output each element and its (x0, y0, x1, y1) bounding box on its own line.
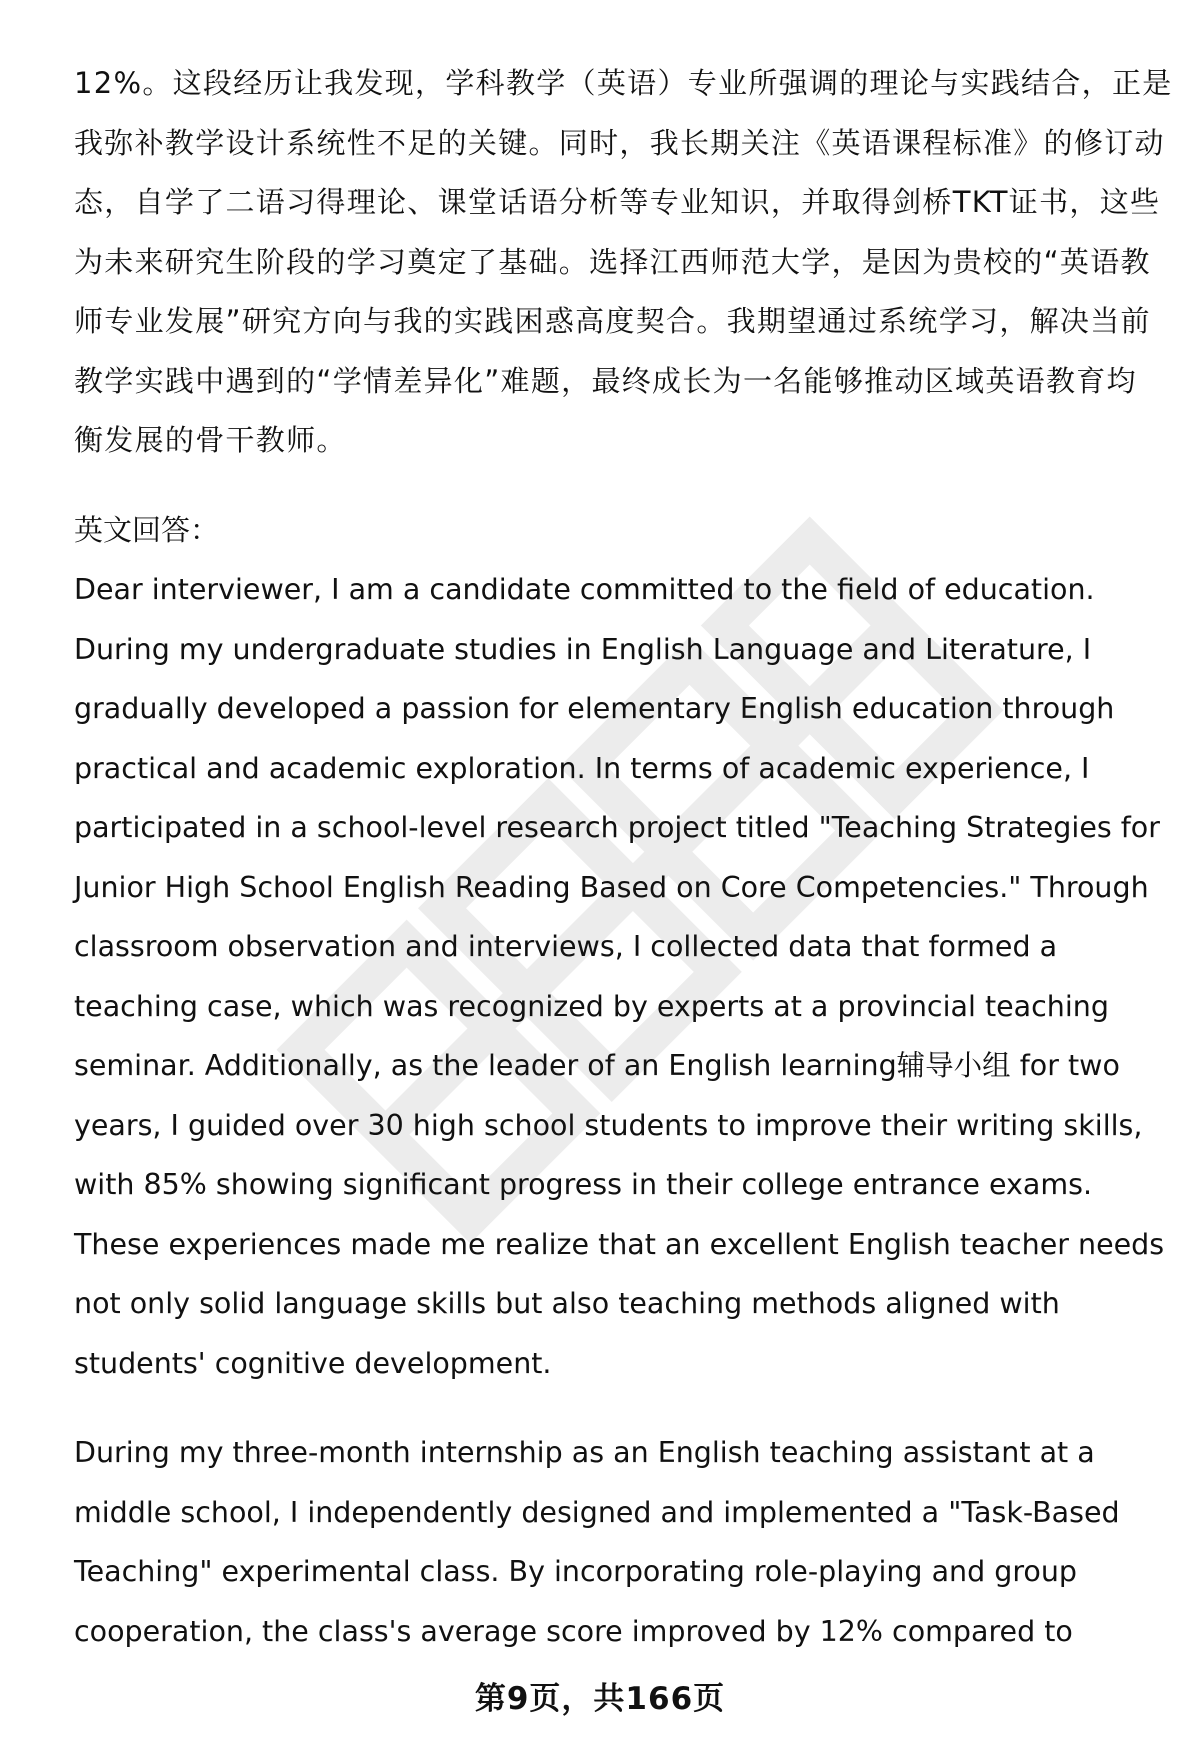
paragraph-english-2 (74, 1423, 1164, 1661)
text-line: classroom observation and interviews, I collected data that formed a (74, 930, 1058, 963)
text-line: 教学实践中遇到的“学情差异化”难题，最终成长为一名能够推动区域英语教育均 (74, 363, 1137, 398)
text-line: not only solid language skills but also teaching methods aligned with (74, 1287, 1060, 1320)
text-line: Teaching" experimental class. By incorporating role-playing and group (74, 1555, 1078, 1588)
text-line: During my undergraduate studies in English Language and Literature, I (74, 632, 1092, 666)
text-line: Junior High School English Reading Based on Core Competencies." Through (74, 870, 1149, 904)
paragraph-gap (74, 471, 1164, 501)
text-line: participated in a school-level research project titled "Teaching Strategies for (74, 811, 1160, 844)
text-line: cooperation, the class's average score improved by 12% compared to (74, 1614, 1073, 1648)
text-line: 师专业发展”研究方向与我的实践困惑高度契合。我期望通过系统学习，解决当前 (74, 304, 1151, 338)
text-line: middle school, I independently designed and implemented a "Task-Based (74, 1495, 1120, 1529)
text-line: Dear interviewer, I am a candidate committed to the field of education. (74, 573, 1095, 606)
text-line: 我弥补教学设计系统性不足的关键。同时，我长期关注《英语课程标准》的修订动 (74, 125, 1165, 160)
text-line: teaching case, which was recognized by experts at a provincial teaching (74, 989, 1109, 1023)
text-line: 为未来研究生阶段的学习奠定了基础。选择江西师范大学，是因为贵校的“英语教 (74, 244, 1151, 279)
text-line: gradually developed a passion for elementary English education through (74, 692, 1115, 725)
paragraph-gap (74, 1393, 1164, 1423)
text-line: These experiences made me realize that an excellent English teacher needs (74, 1227, 1165, 1261)
text-line: seminar. Additionally, as the leader of an English learning辅导小组 for two (74, 1049, 1120, 1082)
text-line: students' cognitive development. (74, 1346, 552, 1380)
text-line: with 85% showing significant progress in their college entrance exams. (74, 1168, 1093, 1201)
text-line: 12%。这段经历让我发现，学科教学（英语）专业所强调的理论与实践结合，正是 (74, 66, 1173, 100)
text-line: practical and academic exploration. In terms of academic experience, I (74, 751, 1090, 785)
paragraph-chinese (74, 54, 1173, 471)
text-line: 衡发展的骨干教师。 (74, 423, 347, 457)
text-line: years, I guided over 30 high school students to improve their writing skills, (74, 1108, 1143, 1142)
page-number-footer: 第9页，共166页 (474, 1681, 726, 1717)
text-line: 态，自学了二语习得理论、课堂话语分析等专业知识，并取得剑桥TKT证书，这些 (74, 185, 1161, 219)
text-line: During my three-month internship as an English teaching assistant at a (74, 1436, 1095, 1469)
paragraph-english-1 (74, 560, 1164, 1393)
document-content (74, 54, 1173, 1661)
section-heading: 英文回答： (74, 512, 220, 547)
